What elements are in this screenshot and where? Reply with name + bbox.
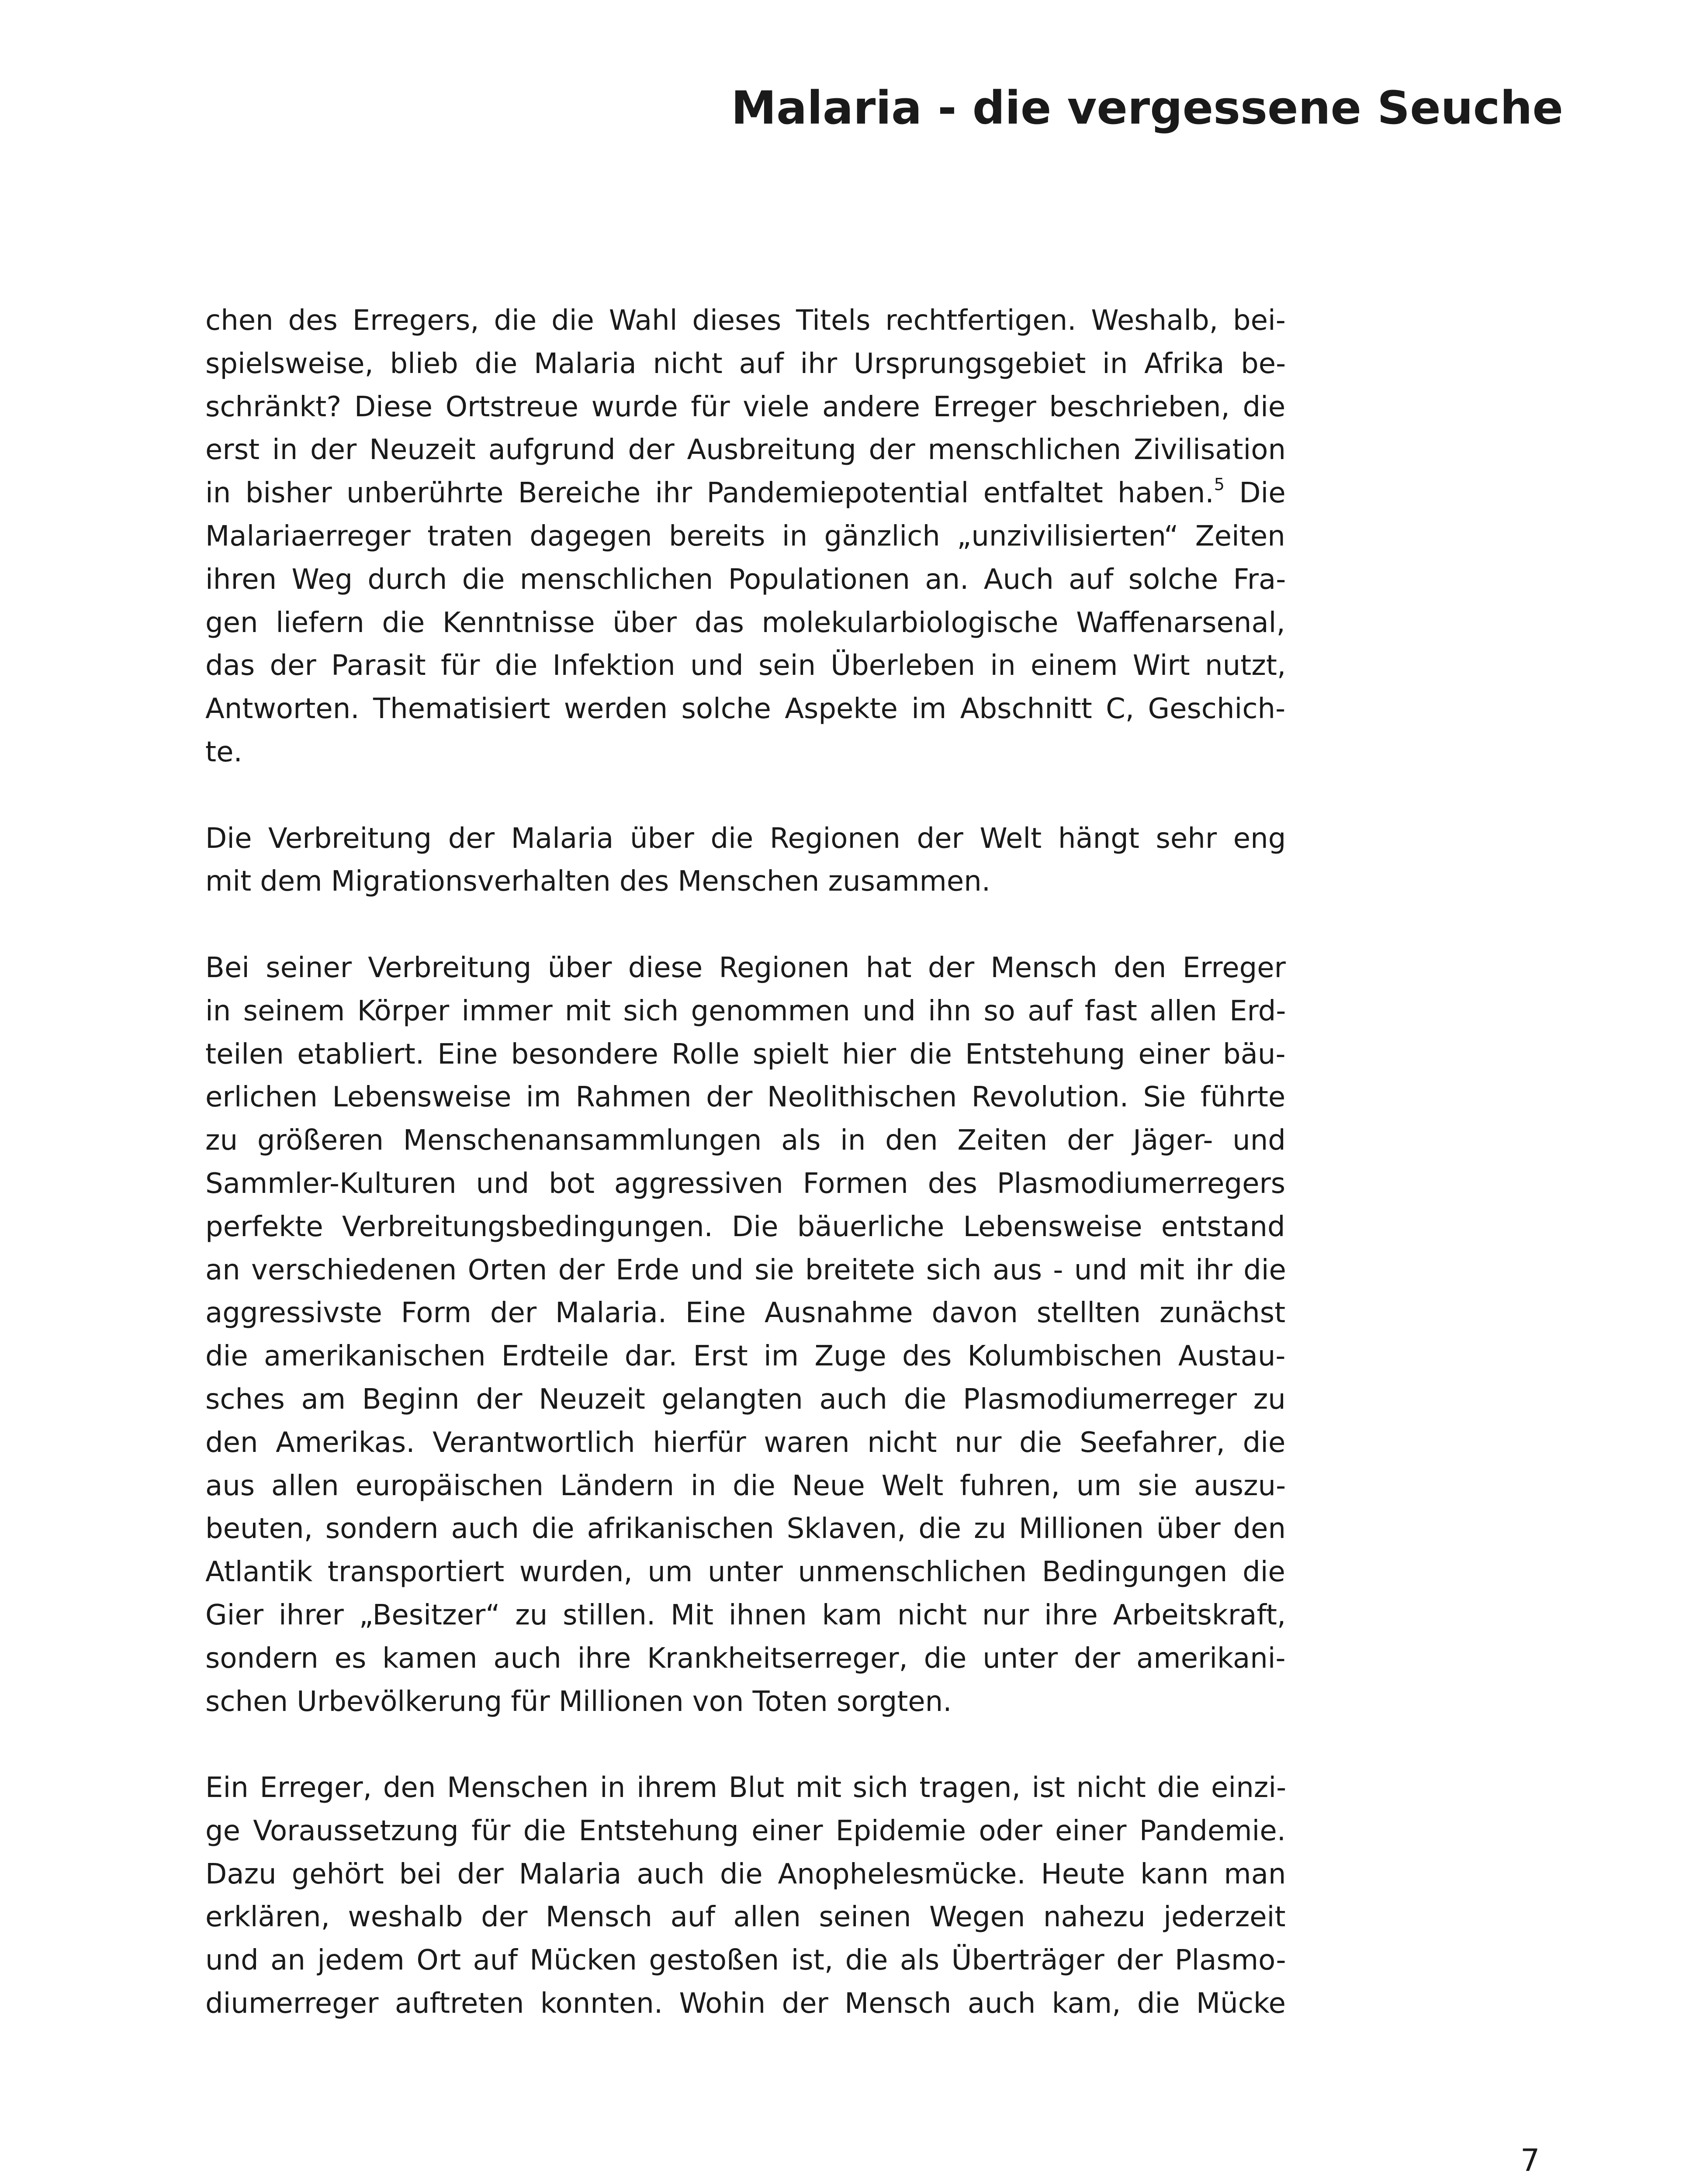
text-line: in seinem Körper immer mit sich genommen und ihn so auf fast allen Erd-	[205, 995, 1286, 1027]
text-line: sches am Beginn der Neuzeit gelangten auch die Plasmodiumerreger zu	[205, 1383, 1286, 1416]
text-line: Gier ihrer „Besitzer“ zu stillen. Mit ihnen kam nicht nur ihre Arbeitskraft,	[205, 1599, 1286, 1631]
text-line: an verschiedenen Orten der Erde und sie breitete sich aus - und mit ihr die	[205, 1254, 1286, 1286]
text-line: schen Urbevölkerung für Millionen von Toten sorgten.	[205, 1685, 952, 1718]
text-line: perfekte Verbreitungsbedingungen. Die bäuerliche Lebensweise entstand	[205, 1210, 1285, 1243]
text-line: den Amerikas. Verantwortlich hierfür waren nicht nur die Seefahrer, die	[205, 1426, 1286, 1459]
text-line: teilen etabliert. Eine besondere Rolle spielt hier die Entstehung einer bäu-	[205, 1038, 1286, 1071]
text-line: Antworten. Thematisiert werden solche Aspekte im Abschnitt C, Geschich-	[205, 693, 1286, 726]
text-line: ihren Weg durch die menschlichen Populationen an. Auch auf solche Fra-	[205, 563, 1286, 596]
text-line: und an jedem Ort auf Mücken gestoßen ist, die als Überträger der Plasmo-	[205, 1944, 1286, 1977]
paragraph-2	[205, 817, 1284, 904]
paragraph-1	[205, 299, 1284, 774]
text-line: aus allen europäischen Ländern in die Neue Welt fuhren, um sie auszu-	[205, 1469, 1286, 1502]
text-line: schränkt? Diese Ortstreue wurde für viele andere Erreger beschrieben, die	[205, 390, 1286, 423]
text-line: mit dem Migrationsverhalten des Menschen zusammen.	[205, 865, 991, 898]
text-line: spielsweise, blieb die Malaria nicht auf ihr Ursprungsgebiet in Afrika be-	[205, 347, 1286, 380]
running-header: Malaria - die vergessene Seuche	[731, 81, 1563, 135]
text-line: die amerikanischen Erdteile dar. Erst im Zuge des Kolumbischen Austau-	[205, 1340, 1286, 1373]
text-line: Malariaerreger traten dagegen bereits in gänzlich „unzivilisierten“ Zeiten	[205, 520, 1285, 553]
text-line: aggressivste Form der Malaria. Eine Ausnahme davon stellten zunächst	[205, 1297, 1286, 1330]
paragraph-4	[205, 1766, 1287, 2025]
text-line: sondern es kamen auch ihre Krankheitserreger, die unter der amerikani-	[205, 1642, 1286, 1675]
text-line: ge Voraussetzung für die Entstehung einer Epidemie oder einer Pandemie.	[205, 1814, 1286, 1847]
text-line: gen liefern die Kenntnisse über das molekularbiologische Waffenarsenal,	[205, 606, 1285, 639]
text-line: Bei seiner Verbreitung über diese Regionen hat der Mensch den Erreger	[205, 951, 1286, 984]
text-line: erlichen Lebensweise im Rahmen der Neolithischen Revolution. Sie führte	[205, 1081, 1286, 1114]
text-line: beuten, sondern auch die afrikanischen Sklaven, die zu Millionen über den	[205, 1513, 1286, 1545]
text-line: zu größeren Menschenansammlungen als in den Zeiten der Jäger- und	[205, 1124, 1286, 1157]
text-line: in bisher unberührte Bereiche ihr Pandemiepotential entfaltet haben.	[205, 477, 1214, 510]
text-line-tail: Die	[1224, 477, 1286, 510]
text-line: Atlantik transportiert wurden, um unter unmenschlichen Bedingungen die	[205, 1556, 1285, 1589]
footnote-ref: 5	[1214, 475, 1225, 494]
text-line: Sammler-Kulturen und bot aggressiven Formen des Plasmodiumerregers	[205, 1167, 1286, 1200]
text-line: Die Verbreitung der Malaria über die Regionen der Welt hängt sehr eng	[205, 822, 1286, 855]
text-line: Dazu gehört bei der Malaria auch die Anophelesmücke. Heute kann man	[205, 1858, 1286, 1890]
text-line: diumerreger auftreten konnten. Wohin der Mensch auch kam, die Mücke	[205, 1987, 1286, 2020]
body-text	[205, 299, 1287, 2069]
text-line: Ein Erreger, den Menschen in ihrem Blut mit sich tragen, ist nicht die einzi-	[205, 1772, 1287, 1804]
text-line: chen des Erregers, die die Wahl dieses Titels rechtfertigen. Weshalb, bei-	[205, 304, 1286, 337]
text-line: das der Parasit für die Infektion und sein Überleben in einem Wirt nutzt,	[205, 650, 1286, 682]
text-line: erklären, weshalb der Mensch auf allen seinen Wegen nahezu jederzeit	[205, 1901, 1286, 1934]
text-line-with-footnote	[205, 472, 1284, 515]
page-number: 7	[1520, 2143, 1540, 2178]
text-line: erst in der Neuzeit aufgrund der Ausbreitung der menschlichen Zivilisation	[205, 434, 1286, 467]
paragraph-3	[205, 947, 1284, 1723]
text-line: te.	[205, 736, 242, 768]
